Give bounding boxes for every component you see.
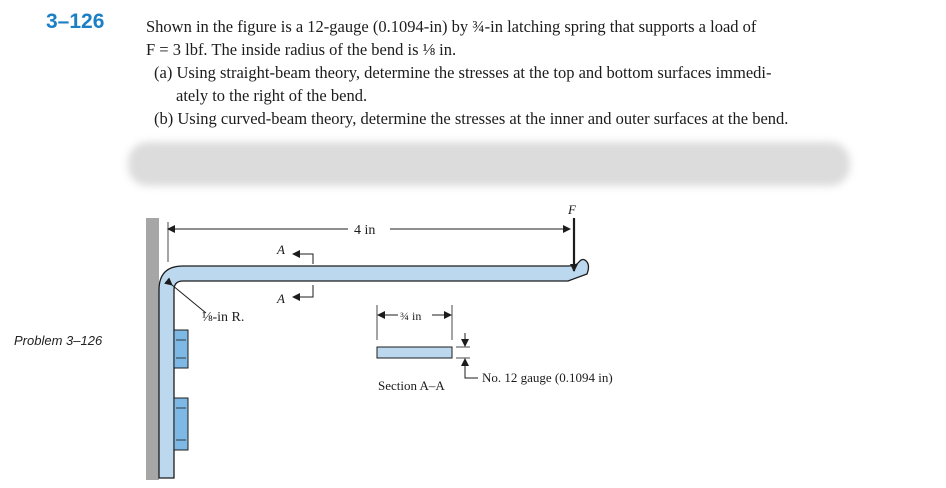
latching-spring [159, 260, 589, 479]
radius-label: ⅛-in R. [202, 310, 245, 325]
radius-leader [172, 285, 206, 313]
part-a-line-2: ately to the right of the bend. [176, 86, 368, 105]
problem-number: 3–126 [46, 10, 105, 33]
length-label: 4 in [354, 223, 376, 238]
statement-line-2: F = 3 lbf. The inside radius of the bend is ⅛ in. [146, 40, 457, 59]
bolt-upper [174, 330, 188, 368]
section-cross-section [377, 347, 452, 358]
figure-caption: Problem 3–126 [14, 333, 103, 348]
thickness-leader [465, 372, 478, 378]
load-label: F [568, 202, 576, 217]
wall [146, 218, 159, 480]
section-arrow-bottom [293, 285, 313, 297]
section-arrow-top [293, 254, 313, 264]
bolt-lower [174, 398, 188, 450]
gauge-label: No. 12 gauge (0.1094 in) [482, 370, 613, 385]
section-label-bottom: A [277, 291, 285, 306]
part-b: (b) Using curved-beam theory, determine the stresses at the inner and outer surfaces at the bend. [154, 109, 789, 128]
statement-line-1: Shown in the figure is a 12-gauge (0.1094-in) by ¾-in latching spring that supports a load of [146, 17, 757, 36]
section-label-top: A [277, 242, 285, 257]
width-label: ¾ in [400, 309, 422, 323]
part-a-line-1: (a) Using straight-beam theory, determine the stresses at the top and bottom surfaces immedi- [154, 63, 772, 82]
section-title: Section A–A [378, 378, 445, 393]
